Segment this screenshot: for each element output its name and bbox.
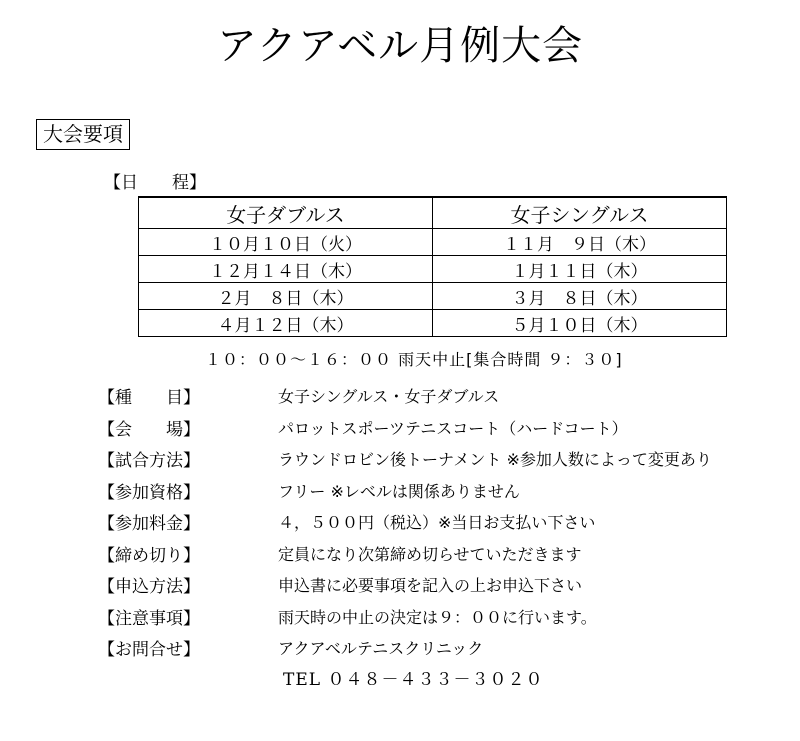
detail-row-application [98,569,712,601]
detail-label: 【参加資格】 [98,482,200,503]
table-row [139,256,727,283]
detail-label: 【注意事項】 [98,608,200,629]
page-title: アクアベル月例大会 [216,23,584,69]
singles-date: １月１１日（木） [433,256,727,283]
detail-value: フリー ※レベルは関係ありません [278,481,520,501]
detail-value: パロットスポーツテニスコート（ハードコート） [278,418,628,438]
detail-value: 申込書に必要事項を記入の上お申込下さい [278,576,583,596]
header-singles: 女子シングルス [433,197,727,229]
detail-label: 【試合方法】 [98,451,200,472]
schedule-header-row [139,197,727,229]
detail-value: 雨天時の中止の決定は９：００に行います。 [278,607,597,627]
detail-label: 【種 目】 [98,388,200,409]
detail-row-notes [98,601,712,633]
detail-label: 【参加料金】 [98,514,200,535]
singles-date: ３月 ８日（木） [433,283,727,310]
detail-row-deadline [98,538,712,570]
schedule-table [138,196,727,337]
schedule-label: 【日 程】 [104,173,206,193]
detail-row-eligibility [98,475,712,507]
doubles-date: １０月１０日（火） [139,229,433,256]
detail-row-contact [98,632,712,664]
section-heading: 大会要項 [36,119,130,150]
detail-label: 【お問合せ】 [98,640,200,661]
doubles-date: ４月１２日（木） [139,310,433,337]
detail-value: ４，５００円（税込）※当日お支払い下さい [278,513,596,533]
detail-row-fee [98,506,712,538]
detail-row-venue [98,412,712,444]
detail-row-event [98,380,712,412]
contact-phone: TEL ０４８－４３３－３０２０ [283,670,544,690]
table-row [139,310,727,337]
detail-row-format [98,443,712,475]
detail-label: 【締め切り】 [98,545,200,566]
detail-value: アクアベルテニスクリニック [278,639,484,659]
singles-date: ５月１０日（木） [433,310,727,337]
detail-value: 女子シングルス・女子ダブルス [278,387,500,407]
detail-label: 【申込方法】 [98,577,200,598]
doubles-date: １２月１４日（木） [139,256,433,283]
time-note: １０：００～１６：００ 雨天中止[集合時間 ９：３０] [205,350,623,369]
table-row [139,283,727,310]
detail-label: 【会 場】 [98,419,200,440]
table-row [139,229,727,256]
singles-date: １１月 ９日（木） [433,229,727,256]
header-doubles: 女子ダブルス [139,197,433,229]
detail-value: ラウンドロビン後トーナメント ※参加人数によって変更あり [278,450,712,470]
doubles-date: ２月 ８日（木） [139,283,433,310]
detail-value: 定員になり次第締め切らせていただきます [278,544,582,564]
details-list [98,380,712,664]
